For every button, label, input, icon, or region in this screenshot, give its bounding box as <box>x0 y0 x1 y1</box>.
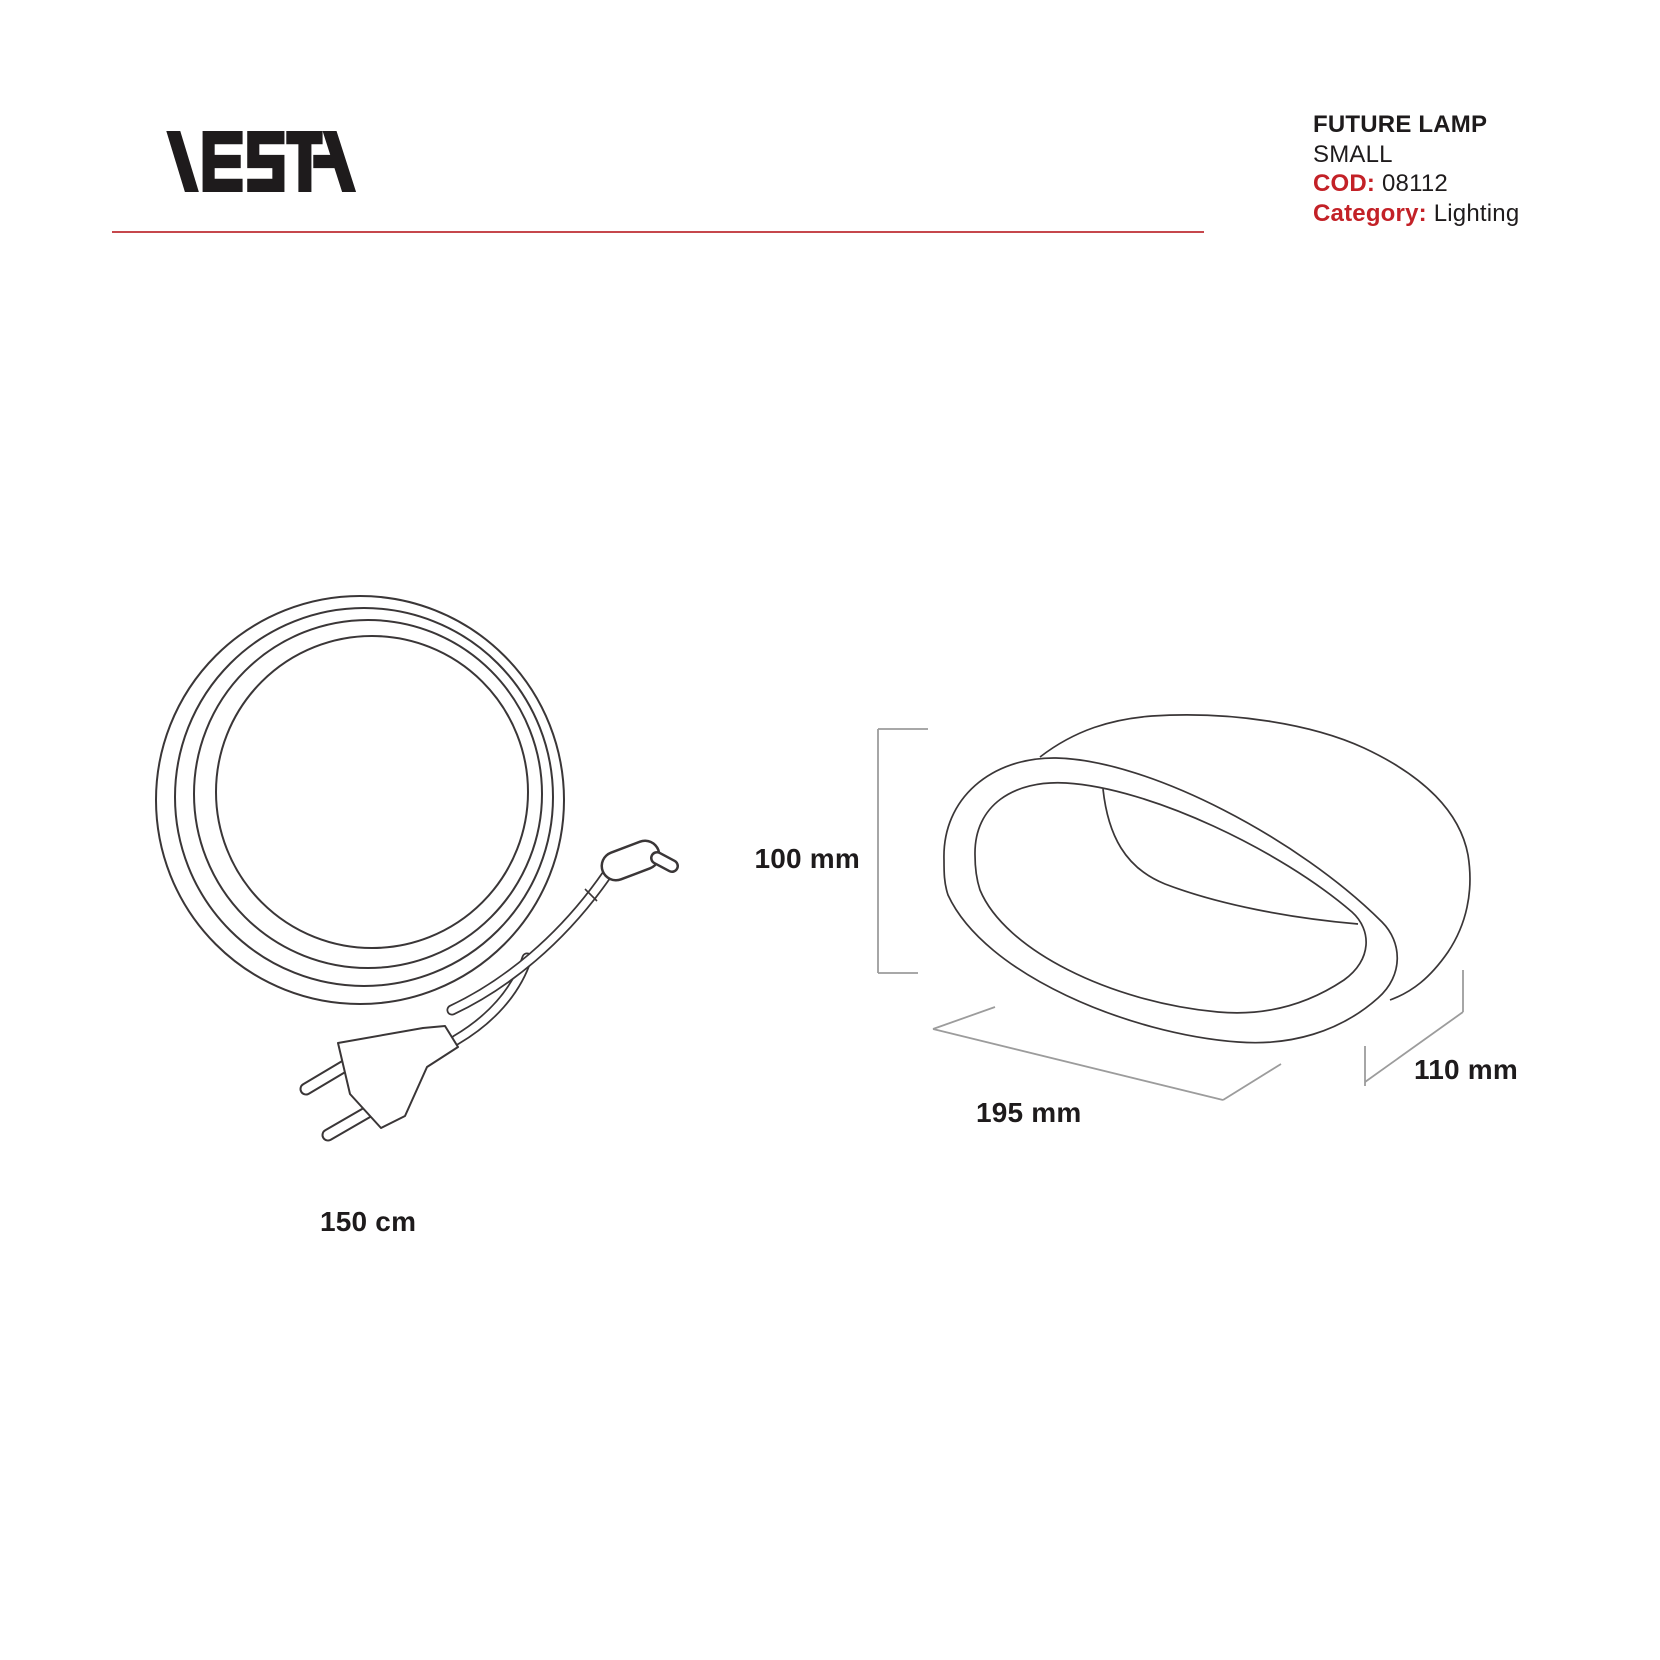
width-dim-line <box>933 1029 1223 1100</box>
cable-coil-loop <box>194 620 542 968</box>
lamp-drawing <box>944 715 1470 1043</box>
cable-length-label: 150 cm <box>320 1206 417 1237</box>
cable-drawing <box>156 596 672 1135</box>
cable-lead-to-connector <box>452 873 608 1010</box>
plug-prong-core <box>306 1064 348 1089</box>
width-dim-right-tick <box>1223 1064 1281 1100</box>
height-dimension <box>878 729 928 973</box>
eu-plug <box>306 1026 458 1135</box>
cod-value: 08112 <box>1382 170 1448 197</box>
category-label: Category: <box>1313 199 1427 227</box>
cod-label: COD: <box>1313 170 1376 197</box>
connector-body-core <box>616 855 645 866</box>
cable-tube-outline <box>452 873 608 1010</box>
lamp-height-label: 100 mm <box>754 843 860 874</box>
product-title-line1: FUTURE LAMP <box>1313 111 1488 138</box>
category-value: Lighting <box>1433 199 1520 227</box>
product-title-line2: SMALL <box>1313 140 1393 168</box>
cable-tube-core <box>452 873 608 1010</box>
lamp-depth-label: 110 mm <box>1414 1054 1518 1085</box>
width-dim-left-tick <box>933 1007 995 1029</box>
lamp-width-label: 195 mm <box>976 1097 1082 1128</box>
cable-coil-loop <box>216 636 528 948</box>
cable-coil-loop <box>175 608 553 986</box>
connector-head <box>616 855 672 866</box>
